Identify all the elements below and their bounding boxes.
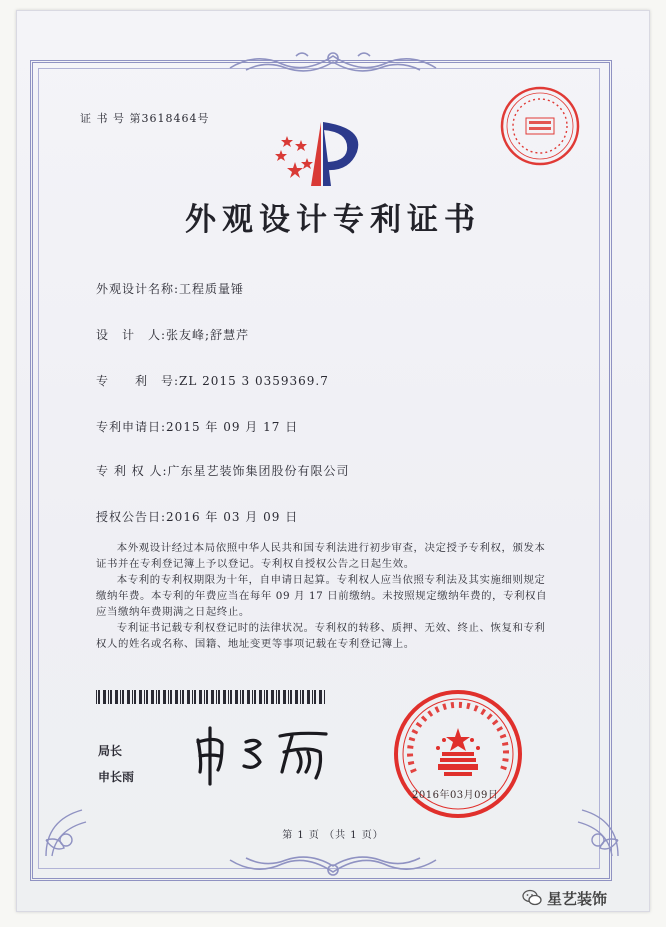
field-value: ZL 2015 3 0359369.7 [179,374,329,388]
field-value: 2016 年 03 月 09 日 [166,510,299,524]
field-value: 张友峰;舒慧芹 [166,328,250,342]
body-paragraph: 本专利的专利权期限为十年，自申请日起算。专利权人应当依照专利法及其实施细则规定缴纳年费。本专利的年费应当在每年 09 月 17 日前缴纳。未按照规定缴纳年费的，专利权自应当缴纳年费期满之日起终止。 [96,574,548,618]
examination-seal-icon [498,84,582,168]
field-application-date [96,418,298,435]
field-patentee [96,462,350,479]
certificate-body [96,540,556,652]
field-design-name [96,280,244,297]
bottom-ornament-icon [226,852,440,878]
wechat-icon [522,889,542,907]
field-value: 2015 年 09 月 17 日 [166,420,299,434]
signature-title: 局长 [98,744,123,758]
patent-office-emblem-icon [273,118,373,190]
body-paragraph: 专利证书记载专利权登记时的法律状况。专利权的转移、质押、无效、终止、恢复和专利权人的姓名或名称、国籍、地址变更等事项记载在专利登记簿上。 [96,622,546,650]
field-designer [96,326,249,343]
field-label: 设 计 人: [96,328,167,342]
field-value: 广东星艺装饰集团股份有限公司 [167,464,350,478]
seal-date: 2016年03月09日 [412,790,499,801]
certificate-number-label: 证 书 号 第 [80,112,142,125]
certificate-number [80,110,210,126]
signature-name: 申长雨 [98,770,135,784]
certificate-number-value: 3618464 [141,112,198,125]
certificate-number-suffix: 号 [197,112,210,125]
field-patent-number [96,372,329,389]
field-grant-date [96,508,298,525]
top-ornament-icon [226,50,440,76]
body-paragraph: 本外观设计经过本局依照中华人民共和国专利法进行初步审查，决定授予专利权，颁发本证书并在专利登记簿上予以登记。专利权自授权公告之日起生效。 [96,542,546,570]
field-label: 外观设计名称: [96,282,180,296]
watermark-text: 星艺装饰 [547,890,608,908]
handwritten-signature-icon [188,722,348,786]
field-label: 专 利 号: [96,374,180,388]
field-label: 专利申请日: [96,420,167,434]
field-label: 授权公告日: [96,510,167,524]
field-label: 专 利 权 人: [96,464,168,478]
page-number: 第 1 页 （共 1 页） [282,830,384,841]
field-value: 工程质量锤 [179,282,245,296]
certificate-title: 外观设计专利证书 [185,202,481,238]
barcode-icon [96,690,328,704]
